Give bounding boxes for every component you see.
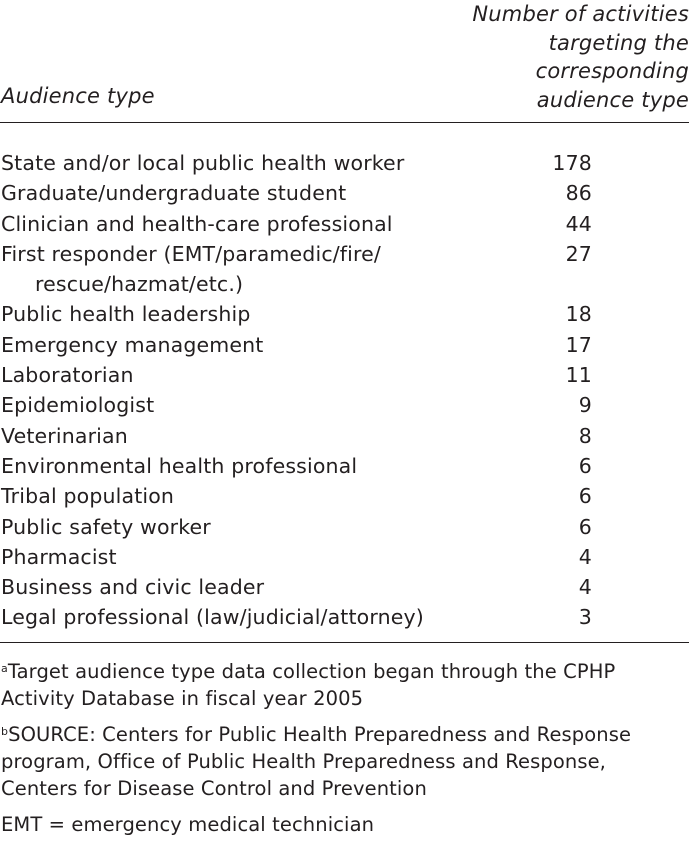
activity-count-cell: 4 bbox=[578, 544, 592, 569]
table-row bbox=[0, 330, 689, 360]
activity-count-header-line: Number of activities bbox=[472, 2, 689, 26]
activity-count-header-line: targeting the bbox=[548, 30, 689, 55]
header-rule bbox=[0, 122, 689, 123]
table-row bbox=[0, 178, 689, 208]
activity-count-cell: 86 bbox=[565, 181, 592, 206]
table-row bbox=[0, 299, 689, 329]
audience-type-cell: Veterinarian bbox=[1, 423, 128, 448]
table-row bbox=[0, 421, 689, 451]
table-row bbox=[0, 542, 689, 572]
audience-type-cell: Tribal population bbox=[1, 484, 175, 509]
activity-count-header bbox=[449, 0, 689, 114]
activity-count-cell: 6 bbox=[578, 514, 592, 539]
audience-type-cell: State and/or local public health worker bbox=[1, 151, 405, 175]
activity-count-cell: 4 bbox=[578, 575, 592, 600]
activity-count-cell: 3 bbox=[578, 605, 592, 630]
activity-count-cell: 178 bbox=[552, 151, 592, 175]
table-row bbox=[0, 239, 689, 300]
audience-type-cell: Epidemiologist bbox=[1, 393, 155, 418]
activity-count-cell: 11 bbox=[565, 363, 592, 388]
audience-type-cell: Emergency management bbox=[1, 332, 264, 357]
activity-count-cell: 8 bbox=[578, 423, 592, 448]
table-row bbox=[0, 572, 689, 602]
table-header bbox=[0, 0, 689, 123]
audience-type-header: Audience type bbox=[1, 84, 155, 108]
audience-type-line: First responder (EMT/paramedic/fire/ bbox=[1, 241, 381, 266]
activity-count-cell: 6 bbox=[578, 453, 592, 478]
footnote-marker: b bbox=[1, 725, 9, 738]
table-footnotes bbox=[1, 658, 687, 847]
footnote-text: SOURCE: Centers for Public Health Preparedness and Response program, Office of Public Health Preparedness and Response, Centers for Disease Control and Prevention bbox=[1, 723, 632, 800]
table-row bbox=[0, 451, 689, 481]
table-body bbox=[0, 148, 689, 633]
table-row bbox=[0, 209, 689, 239]
audience-type-cell bbox=[0, 239, 471, 300]
audience-type-cell: Graduate/undergraduate student bbox=[1, 181, 347, 206]
audience-type-continuation: rescue/hazmat/etc.) bbox=[35, 272, 244, 297]
footnote-a bbox=[1, 658, 687, 712]
footnote-text: Target audience type data collection began through the CPHP Activity Database in fiscal year 2005 bbox=[1, 660, 616, 710]
activity-count-cell: 9 bbox=[578, 393, 592, 418]
activity-count-cell: 6 bbox=[578, 484, 592, 509]
audience-type-cell: Business and civic leader bbox=[1, 575, 265, 600]
table-row bbox=[0, 360, 689, 390]
audience-type-cell: Public safety worker bbox=[1, 514, 211, 539]
activity-count-header-line: corresponding bbox=[535, 59, 689, 83]
table-row bbox=[0, 390, 689, 420]
activity-count-cell: 44 bbox=[565, 211, 592, 236]
footnote-marker: a bbox=[1, 662, 8, 675]
audience-type-cell: Clinician and health-care professional bbox=[1, 211, 393, 236]
activity-count-cell: 27 bbox=[565, 241, 592, 266]
audience-type-cell: Legal professional (law/judicial/attorney) bbox=[1, 605, 424, 630]
activity-count-header-line: audience type bbox=[536, 87, 689, 112]
table-row bbox=[0, 602, 689, 632]
activity-count-cell: 17 bbox=[565, 332, 592, 357]
audience-type-cell: Laboratorian bbox=[1, 363, 134, 388]
abbreviation-note: EMT = emergency medical technician bbox=[1, 813, 375, 836]
audience-type-cell: Environmental health professional bbox=[1, 453, 358, 478]
footer-rule bbox=[0, 642, 689, 643]
table-row bbox=[0, 148, 689, 178]
audience-type-cell: Pharmacist bbox=[1, 544, 117, 569]
footnote-b bbox=[1, 721, 687, 802]
table-row bbox=[0, 512, 689, 542]
audience-type-cell: Public health leadership bbox=[1, 302, 251, 327]
activity-count-cell: 18 bbox=[565, 302, 592, 327]
table-row bbox=[0, 481, 689, 511]
